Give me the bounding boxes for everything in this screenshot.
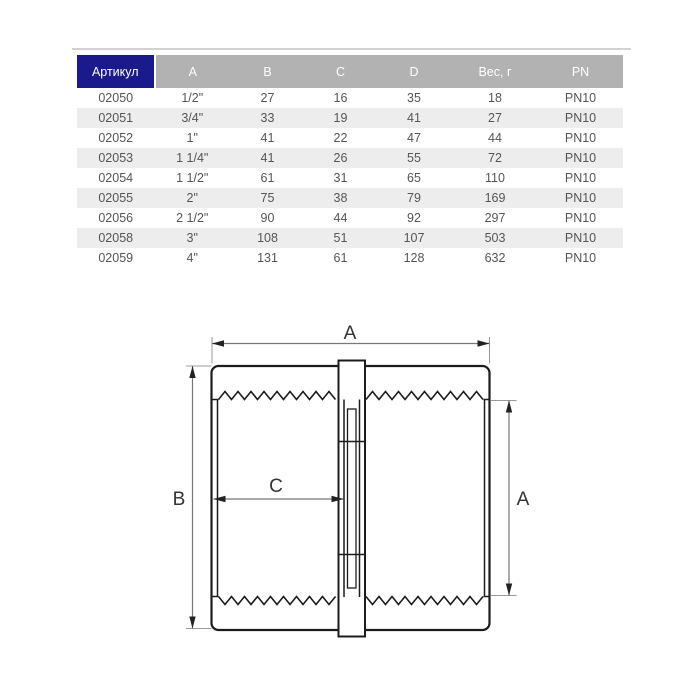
table-cell: 2" bbox=[155, 188, 231, 208]
table-cell: 35 bbox=[376, 88, 452, 108]
table-cell: 108 bbox=[230, 228, 305, 248]
table-cell: 38 bbox=[305, 188, 376, 208]
table-cell: 19 bbox=[305, 108, 376, 128]
table-cell: 4" bbox=[155, 248, 231, 268]
table-cell: 41 bbox=[230, 128, 305, 148]
table-cell: 02054 bbox=[77, 168, 155, 188]
table-cell: 1" bbox=[155, 128, 231, 148]
table-cell: 02055 bbox=[77, 188, 155, 208]
table-cell: 128 bbox=[376, 248, 452, 268]
table-cell: PN10 bbox=[538, 168, 623, 188]
table-cell: 2 1/2" bbox=[155, 208, 231, 228]
table-cell: 26 bbox=[305, 148, 376, 168]
table-cell: 44 bbox=[452, 128, 538, 148]
table-cell: PN10 bbox=[538, 208, 623, 228]
table-cell: 31 bbox=[305, 168, 376, 188]
table-cell: 27 bbox=[452, 108, 538, 128]
table-cell: 22 bbox=[305, 128, 376, 148]
table-cell: 44 bbox=[305, 208, 376, 228]
table-cell: 02052 bbox=[77, 128, 155, 148]
table-cell: 55 bbox=[376, 148, 452, 168]
table-cell: 33 bbox=[230, 108, 305, 128]
table-cell: 02050 bbox=[77, 88, 155, 108]
table-cell: 169 bbox=[452, 188, 538, 208]
table-cell: 131 bbox=[230, 248, 305, 268]
table-cell: 27 bbox=[230, 88, 305, 108]
table-cell: 297 bbox=[452, 208, 538, 228]
column-header-weight: Вес, г bbox=[452, 55, 538, 88]
table-cell: 90 bbox=[230, 208, 305, 228]
table-cell: 3" bbox=[155, 228, 231, 248]
table-cell: PN10 bbox=[538, 148, 623, 168]
table-cell: 72 bbox=[452, 148, 538, 168]
table-cell: 65 bbox=[376, 168, 452, 188]
table-cell: 79 bbox=[376, 188, 452, 208]
column-header-b: B bbox=[230, 55, 305, 88]
column-header-pn: PN bbox=[538, 55, 623, 88]
table-cell: 41 bbox=[376, 108, 452, 128]
table-cell: PN10 bbox=[538, 248, 623, 268]
dimension-a-top bbox=[212, 323, 490, 364]
table-cell: 41 bbox=[230, 148, 305, 168]
table-cell: 02058 bbox=[77, 228, 155, 248]
table-cell: 02053 bbox=[77, 148, 155, 168]
column-header-a: A bbox=[155, 55, 231, 88]
table-cell: 1 1/4" bbox=[155, 148, 231, 168]
table-cell: 503 bbox=[452, 228, 538, 248]
table-cell: PN10 bbox=[538, 228, 623, 248]
table-cell: 47 bbox=[376, 128, 452, 148]
column-header-c: C bbox=[305, 55, 376, 88]
table-cell: 75 bbox=[230, 188, 305, 208]
column-header-d: D bbox=[376, 55, 452, 88]
table-cell: 1 1/2" bbox=[155, 168, 231, 188]
dim-label-c: C bbox=[269, 476, 283, 497]
table-cell: 18 bbox=[452, 88, 538, 108]
table-cell: 110 bbox=[452, 168, 538, 188]
table-cell: 16 bbox=[305, 88, 376, 108]
dim-label-a-top: A bbox=[343, 323, 357, 344]
table-cell: 02051 bbox=[77, 108, 155, 128]
table-cell: 61 bbox=[230, 168, 305, 188]
table-cell: 1/2" bbox=[155, 88, 231, 108]
table-cell: PN10 bbox=[538, 108, 623, 128]
table-cell: PN10 bbox=[538, 128, 623, 148]
table-cell: 92 bbox=[376, 208, 452, 228]
table-cell: 632 bbox=[452, 248, 538, 268]
table-cell: 107 bbox=[376, 228, 452, 248]
dimension-b-left bbox=[173, 366, 212, 629]
table-cell: PN10 bbox=[538, 188, 623, 208]
dim-label-a-right: A bbox=[516, 489, 530, 510]
column-header-article: Артикул bbox=[77, 55, 155, 88]
table-cell: 02056 bbox=[77, 208, 155, 228]
dim-label-b-left: B bbox=[172, 489, 186, 510]
table-cell: 3/4" bbox=[155, 108, 231, 128]
dimension-a-right bbox=[491, 401, 530, 596]
table-cell: PN10 bbox=[538, 88, 623, 108]
table-cell: 61 bbox=[305, 248, 376, 268]
table-cell: 02059 bbox=[77, 248, 155, 268]
table-cell: 51 bbox=[305, 228, 376, 248]
